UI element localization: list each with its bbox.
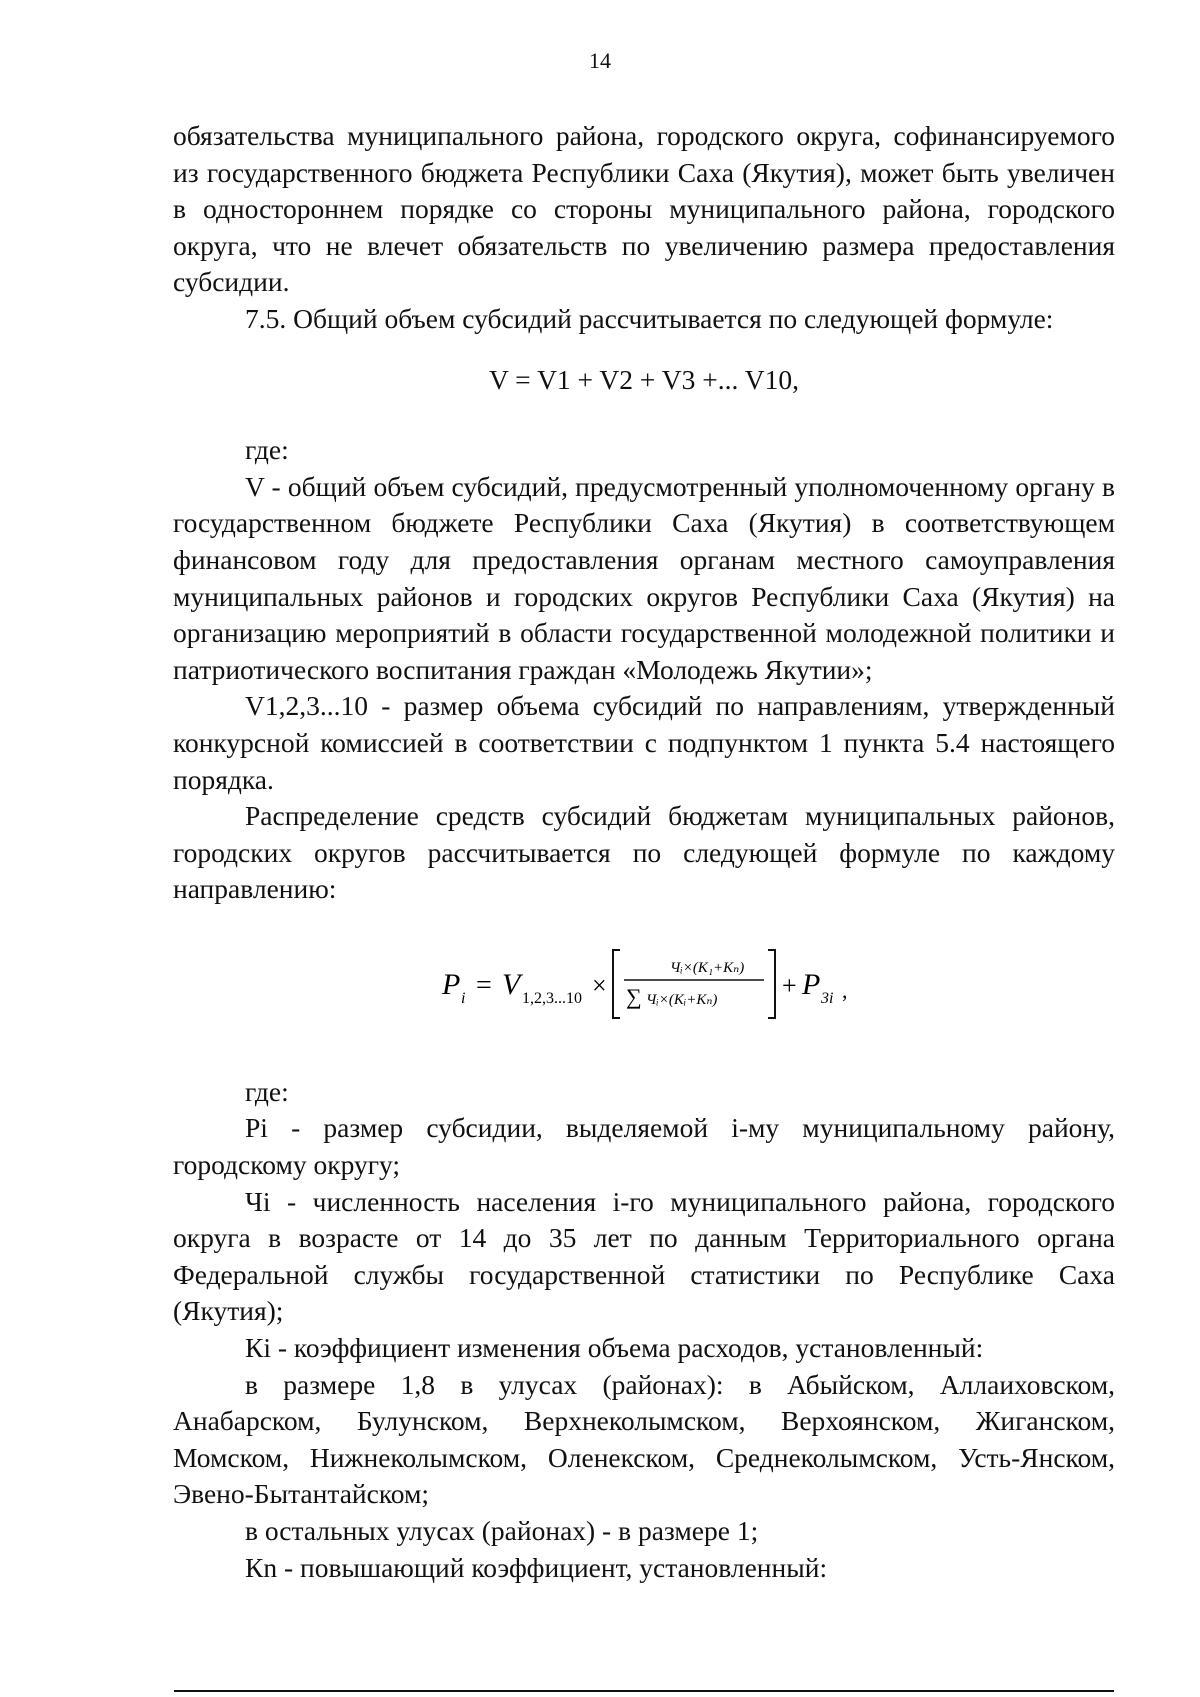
paragraph-7-5: 7.5. Общий объем субсидий рассчитывается по следующей формуле: xyxy=(245,302,1054,334)
ki-value-1: в остальных улусах (районах) - в размере 1; xyxy=(245,1515,759,1546)
formula-total-volume: V = V1 + V2 + V3 +... V10, xyxy=(488,363,800,395)
definition-ki: Кi - коэффициент изменения объема расходов, установленный: xyxy=(245,1332,984,1364)
formula-comma: , xyxy=(842,977,848,1003)
where-label-2: где: xyxy=(245,1075,289,1107)
definition-v: V - общий объем субсидий, предусмотренный уполномоченному органу в государственном бюджете Республики Саха (Якутия) в соответствующем финансовом году для предоставления органам местного самоуправления муниципальных районов и городских округов Республики Саха (Якутия) на организацию мероприятий в области государственной молодежной политики и патриотического воспитания граждан «Молодежь Якутии»; xyxy=(173,470,1115,685)
formula-right-bracket xyxy=(768,950,775,1018)
formula-plus: + xyxy=(782,970,797,1000)
formula-numerator: Чᵢ×(K₁+Kₙ) xyxy=(670,959,745,976)
formula-p3-sub: 3i xyxy=(821,989,834,1007)
paragraph-distribution: Распределение средств субсидий бюджетам муниципальных районов, городских округов рассчитывается по следующей формуле по каждому направлению: xyxy=(173,800,1115,905)
page-number: 14 xyxy=(589,48,611,73)
footer-rule xyxy=(174,1690,1114,1692)
definition-v1-10: V1,2,3...10 - размер объема субсидий по направлениям, утвержденный конкурсной комиссией в соответствии с подпунктом 1 пункта 5.4 настоящего порядка. xyxy=(173,690,1115,795)
paragraph-obligations: обязательства муниципального района, городского округа, софинансируемого из государственного бюджета Республики Саха (Якутия), может быть увеличен в одностороннем порядке со стороны муниципального района, городского округа, что не влечет обязательств по увеличению размера предоставления субсидии. xyxy=(173,120,1115,298)
formula-equals: = xyxy=(476,969,492,1001)
ki-value-1-8: в размере 1,8 в улусах (районах): в Абыйском, Аллаиховском, Анабарском, Булунском, Верхнеколымском, Верхоянском, Жиганском, Момском, Нижнеколымском, Оленекском, Среднеколымском, Усть-Янском, Эвено-Бытантайском; xyxy=(173,1368,1115,1510)
formula-distribution-svg xyxy=(434,936,854,1026)
formula-distribution xyxy=(173,936,1115,1026)
formula-times: × xyxy=(592,970,607,1000)
where-label: где: xyxy=(245,434,289,466)
formula-v-sub: 1,2,3...10 xyxy=(522,989,582,1007)
formula-v: V xyxy=(502,967,521,1001)
definition-pi: Pi - размер субсидии, выделяемой i-му муниципальному району, городскому округу; xyxy=(173,1112,1115,1181)
formula-sum: ∑ xyxy=(626,983,642,1009)
formula-p: P xyxy=(442,967,461,1001)
definition-chi: Чi - численность населения i-го муниципального района, городского округа в возрасте от 14 до 35 лет по данным Территориального органа Федеральной службы государственной статистики по Республике Саха (Якутия); xyxy=(173,1185,1115,1327)
formula-denominator: Чᵢ×(Kᵢ+Kₙ) xyxy=(646,991,718,1008)
formula-left-bracket xyxy=(613,950,620,1018)
definition-kn: Кn - повышающий коэффициент, установленный: xyxy=(245,1551,828,1583)
formula-p3: P xyxy=(802,967,821,1001)
formula-p-sub-i: i xyxy=(461,989,466,1007)
document-body xyxy=(173,118,1115,1586)
